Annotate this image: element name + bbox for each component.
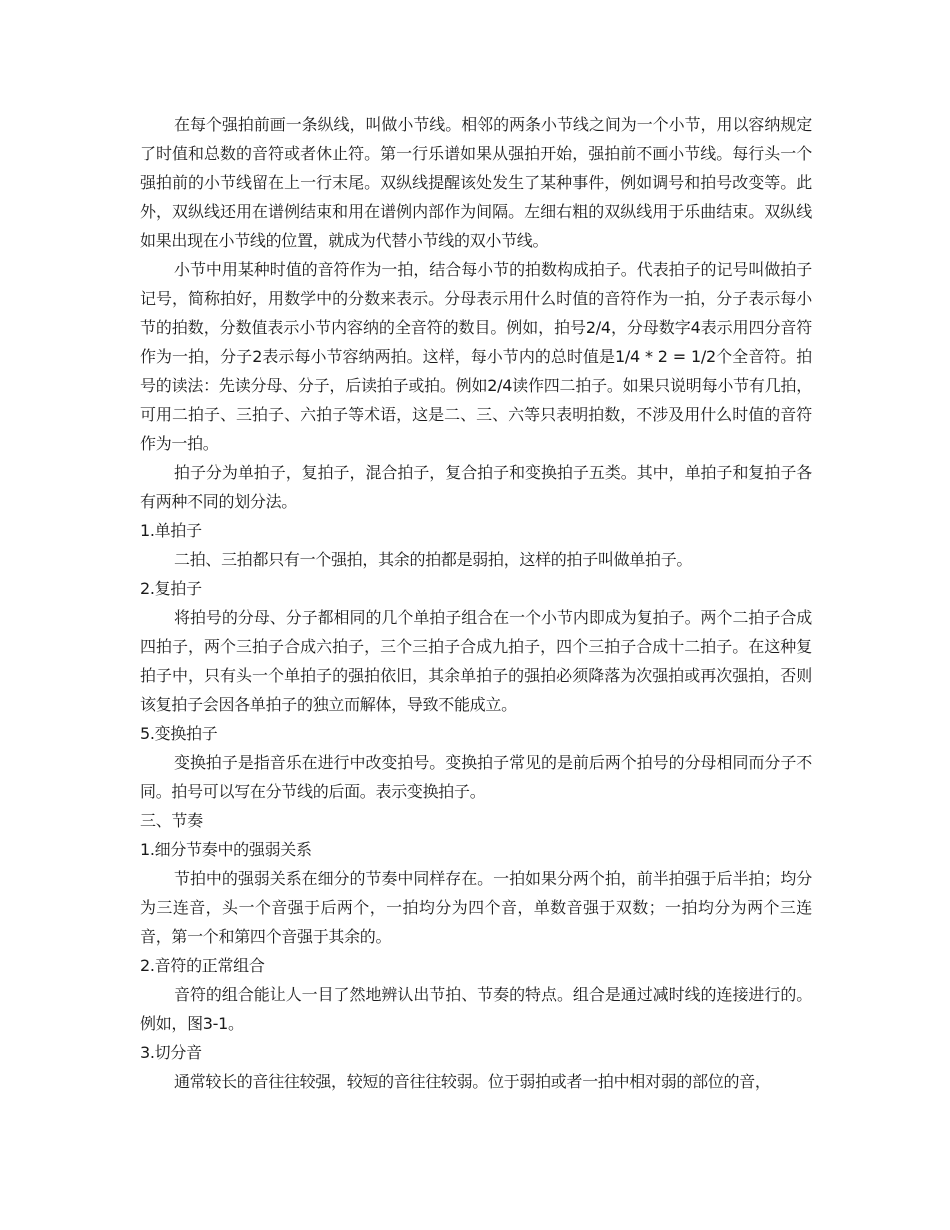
heading-note-grouping: 2.音符的正常组合: [140, 956, 265, 975]
heading-changing-meter: 5.变换拍子: [140, 724, 218, 743]
heading-syncopation: 3.切分音: [140, 1043, 202, 1062]
paragraph-compound-meter: 将拍号的分母、分子都相同的几个单拍子组合在一个小节内即成为复拍子。两个二拍子合成四拍子，两个三拍子合成六拍子，三个三拍子合成九拍子，四个三拍子合成十二拍子。在这种复拍子中，只有头一个单拍子的强拍依旧，其余单拍子的强拍必须降落为次强拍或再次强拍，否则该复拍子会因各单拍子的独立而解体，导致不能成立。: [140, 608, 812, 714]
paragraph-barlines: 在每个强拍前画一条纵线，叫做小节线。相邻的两条小节线之间为一个小节，用以容纳规定了时值和总数的音符或者休止符。第一行乐谱如果从强拍开始，强拍前不画小节线。每行头一个强拍前的小节线留在上一行末尾。双纵线提醒该处发生了某种事件，例如调号和拍号改变等。此外，双纵线还用在谱例结束和用在谱例内部作为间隔。左细右粗的双纵线用于乐曲结束。双纵线如果出现在小节线的位置，就成为代替小节线的双小节线。: [140, 115, 812, 250]
paragraph-note-grouping: 音符的组合能让人一目了然地辨认出节拍、节奏的特点。组合是通过减时线的连接进行的。例如，图3-1。: [140, 985, 812, 1033]
paragraph-simple-meter: 二拍、三拍都只有一个强拍，其余的拍都是弱拍，这样的拍子叫做单拍子。: [174, 550, 693, 569]
heading-rhythm: 三、节奏: [140, 811, 203, 830]
paragraph-meter-types: 拍子分为单拍子，复拍子，混合拍子，复合拍子和变换拍子五类。其中，单拍子和复拍子各有两种不同的划分法。: [140, 463, 812, 511]
paragraph-time-signature: 小节中用某种时值的音符作为一拍，结合每小节的拍数构成拍子。代表拍子的记号叫做拍子记号，简称拍好，用数学中的分数来表示。分母表示用什么时值的音符作为一拍，分子表示每小节的拍数，分数值表示小节内容纳的全音符的数目。例如，拍号2/4，分母数字4表示用四分音符作为一拍，分子2表示每小节容纳两拍。这样，每小节内的总时值是1/4 * 2 = 1/2个全音符。拍号的读法：先读分母、分子，后读拍子或拍。例如2/4读作四二拍子。如果只说明每小节有几拍，可用二拍子、三拍子、六拍子等术语，这是二、三、六等只表明拍数，不涉及用什么时值的音符作为一拍。: [140, 260, 812, 453]
heading-compound-meter: 2.复拍子: [140, 579, 202, 598]
heading-simple-meter: 1.单拍子: [140, 521, 202, 540]
paragraph-subdivided-rhythm: 节拍中的强弱关系在细分的节奏中同样存在。一拍如果分两个拍，前半拍强于后半拍；均分为三连音，头一个音强于后两个，一拍均分为四个音，单数音强于双数；一拍均分为两个三连音，第一个和第四个音强于其余的。: [140, 869, 812, 946]
heading-subdivided-rhythm: 1.细分节奏中的强弱关系: [140, 840, 312, 859]
paragraph-changing-meter: 变换拍子是指音乐在进行中改变拍号。变换拍子常见的是前后两个拍号的分母相同而分子不同。拍号可以写在分节线的后面。表示变换拍子。: [140, 753, 812, 801]
document-page: [140, 110, 812, 1096]
paragraph-syncopation: 通常较长的音往往较强，较短的音往往较弱。位于弱拍或者一拍中相对弱的部位的音，: [174, 1072, 771, 1091]
